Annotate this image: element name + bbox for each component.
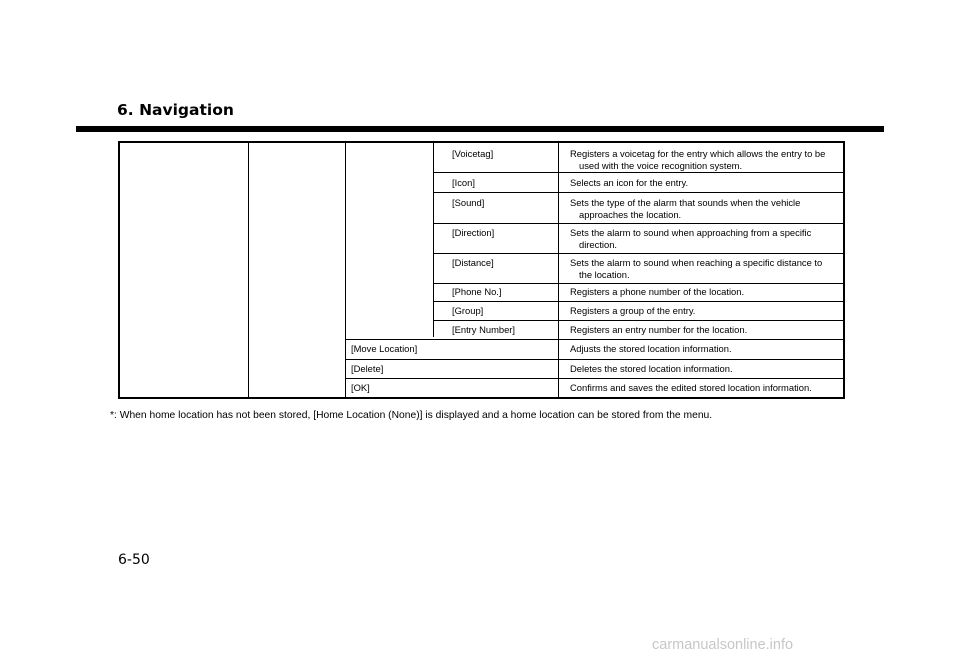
option-delete: [Delete] — [351, 363, 384, 374]
footnote: *: When home location has not been stored, [Home Location (None)] is displayed and a home location can be stored from the menu. — [110, 410, 713, 421]
option-move-location-description: Adjusts the stored location information. — [570, 343, 732, 354]
option-entry-number-description: Registers an entry number for the location. — [570, 324, 748, 335]
option-group: [Group] — [452, 305, 484, 316]
watermark: carmanualsonline.info — [652, 637, 794, 653]
option-distance: [Distance] — [452, 257, 494, 268]
option-voicetag: [Voicetag] — [452, 148, 494, 159]
option-direction: [Direction] — [452, 227, 495, 238]
option-delete-description: Deletes the stored location information. — [570, 363, 733, 374]
page-number: 6-50 — [118, 552, 150, 568]
option-sound-description: Sets the type of the alarm that sounds when the vehicle approaches the location. — [570, 197, 801, 220]
row-divider — [433, 172, 843, 173]
option-distance-description: Sets the alarm to sound when reaching a specific distance to the location. — [570, 257, 823, 280]
options-table — [118, 141, 845, 399]
option-icon-description: Selects an icon for the entry. — [570, 177, 689, 188]
option-voicetag-description: Registers a voicetag for the entry which allows the entry to be used with the voice recognition system. — [570, 148, 826, 171]
option-phone-no-description: Registers a phone number of the location. — [570, 286, 745, 297]
option-ok: [OK] — [351, 382, 370, 393]
row-divider — [345, 359, 843, 360]
column-divider — [248, 143, 249, 397]
row-divider — [345, 378, 843, 379]
option-ok-description: Confirms and saves the edited stored location information. — [570, 382, 812, 393]
row-divider — [433, 253, 843, 254]
row-divider — [433, 301, 843, 302]
row-divider — [345, 339, 843, 340]
option-phone-no: [Phone No.] — [452, 286, 502, 297]
option-entry-number: [Entry Number] — [452, 324, 516, 335]
option-sound: [Sound] — [452, 197, 485, 208]
title-rule — [76, 126, 884, 132]
option-direction-description: Sets the alarm to sound when approaching from a specific direction. — [570, 227, 812, 250]
row-divider — [433, 223, 843, 224]
row-divider — [433, 283, 843, 284]
option-icon: [Icon] — [452, 177, 475, 188]
section-title: 6. Navigation — [117, 101, 234, 119]
option-group-description: Registers a group of the entry. — [570, 305, 696, 316]
row-divider — [433, 192, 843, 193]
option-move-location: [Move Location] — [351, 343, 418, 354]
row-divider — [433, 320, 843, 321]
